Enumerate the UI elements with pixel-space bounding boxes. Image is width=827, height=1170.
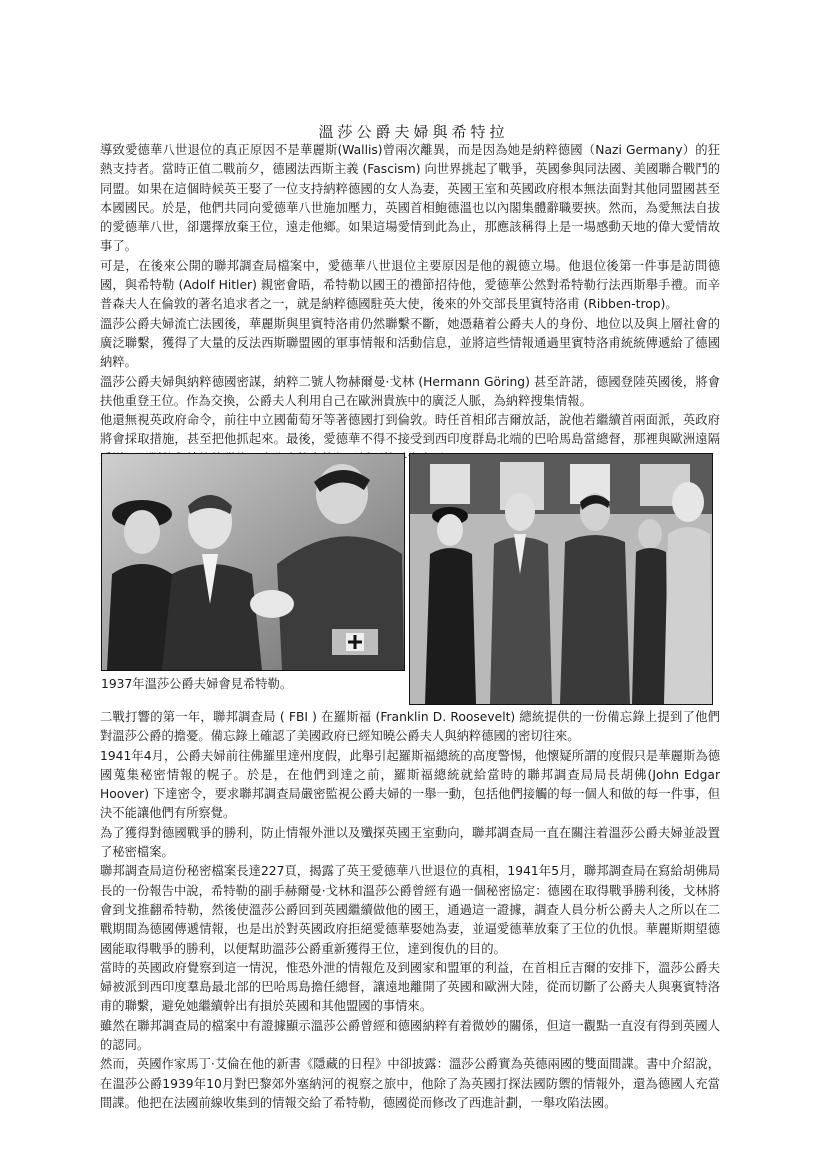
paragraph: 溫莎公爵夫婦流亡法國後，華麗斯與里賓特洛甫仍然聯繫不斷，她憑藉着公爵夫人的身份、地位以及與上層社會的廣泛聯繫，獲得了大量的反法西斯聯盟國的軍事情報和活動信息，並將這些情報通過里賓特洛甫統統傳遞給了德國納粹。 (100, 316, 720, 370)
paragraph: 雖然在聯邦調查局的檔案中有證據顯示溫莎公爵曾經和德國納粹有着微妙的關係，但這一觀點一直沒有得到英國人的認同。 (100, 1018, 720, 1053)
paragraph: 他還無視英政府命令，前往中立國葡萄牙等著德國打到倫敦。時任首相邱吉爾放話，說他若繼續首兩面派，英政府將會採取措施，甚至把他抓起來。最後，愛德華不得不接受到西印度群島北端的巴哈馬島當總督，那裡與歐洲遠隔 千古 (100, 413, 720, 466)
photo-group-image (410, 454, 712, 704)
paragraph: 可是，在後來公開的聯邦調查局檔案中，愛德華八世退位主要原因是他的親德立場。他退位後第一件事是訪問德國，與希特勒 (Adolf Hitler) 親密會晤，希特勒以國王的禮節招待他，愛德華公然對希特勒行法西斯舉手禮。而辛普森夫人在倫敦的著名追求者之一，就是納粹德國駐英大使，後來的外交部長里賓特洛甫 (Ribben-trop)。 (100, 258, 720, 312)
paragraph: 當時的英國政府覺察到這一情況，惟恐外泄的情報危及到國家和盟軍的利益，在首相丘吉爾的安排下，溫莎公爵夫婦被派到西印度羣島最北部的巴哈馬島擔任總督，讓遠地離開了英國和歐洲大陸，從而切斷了公爵夫人與裏賓特洛甫的聯繫，避免她繼續幹出有損於英國和其他盟國的事情來。 (100, 960, 720, 1014)
paragraph: 導致愛德華八世退位的真正原因不是華麗斯(Wallis)曾兩次離異，而是因為她是納粹德國（Nazi Germany）的狂熱支持者。當時正值二戰前夕，德國法西斯主義 (Fascism) 向世界挑起了戰爭，英國參與同法國、美國聯合戰鬥的同盟。如果在這個時候英王娶了一位支持納粹德國的女人為妻，英國王室和英國政府根本無法面對其他同盟國甚至本國國民。於是，他們共同向愛德華八世施加壓力，英國首相鮑德溫也以內閣集體辭職要挾。然而，為愛無法自拔的愛德華八世，卻選擇放棄王位，遠走他鄉。如果這場愛情到此為止，那應該稱得上是一場感動天地的偉大愛情故事了。 (100, 143, 720, 254)
paragraph: 溫莎公爵夫婦與納粹德國密謀，納粹二號人物赫爾曼·戈林 (Hermann Göring) 甚至許諾，德國登陸英國後，將會扶他重登王位。作為交換，公爵夫人利用自己在歐洲貴族中的廣泛人脈，為納粹搜集情報。 (100, 374, 720, 408)
photo-caption: 1937年溫莎公爵夫婦會見希特勒。 (101, 677, 293, 691)
paragraph: 1941年4月，公爵夫婦前往佛羅里達州度假，此舉引起羅斯福總統的高度警惕，他懷疑所謂的度假只是華麗斯為德國蒐集秘密情報的幌子。於是，在他們到達之前，羅斯福總統就給當時的聯邦調查局局長胡佛(John Edgar Hoover) 下達密令，要求聯邦調查局嚴密監視公爵夫婦的一舉一動，包括他們接觸的每一個人和做的每一件事，但決不能讓他們有所察覺。 (100, 748, 720, 821)
photo-group (409, 453, 713, 705)
article-title: 溫莎公爵夫婦與希特拉 (318, 123, 509, 141)
photo-handshake-image (102, 454, 404, 670)
article-body-bottom (100, 708, 720, 1113)
paragraph: 然而，英國作家馬丁·艾倫在他的新書《隱藏的日程》中卻披露：溫莎公爵實為英德兩國的雙面間諜。書中介紹說，在溫莎公爵1939年10月對巴黎郊外塞納河的視察之旅中，他除了為英國打探法國防禦的情報外，還為德國人充當間諜。他把在法國前線收集到的情報交給了希特勒，德國從而修改了西進計劃，一舉攻陷法國。 (100, 1057, 720, 1110)
paragraph: 聯邦調查局這份秘密檔案長達227頁，揭露了英王愛德華八世退位的真相，1941年5月，聯邦調查局在寫給胡佛局長的一份報告中說，希特勒的副手赫爾曼·戈林和溫莎公爵曾經有過一個秘密協定：德國在取得戰爭勝利後，戈林將會到戈推翻希特勒，然後使溫莎公爵回到英國繼續做他的國王，通過這一證據，調查人員分析公爵夫人之所以在二戰期間為德國傳遞情報，也是出於對英國政府拒絕愛德華娶她為妻，並逼愛德華放棄了王位的仇恨。華麗斯期望德國能取得戰爭的勝利，以便幫助溫莎公爵重新獲得王位，達到復仇的目的。 (100, 864, 720, 956)
paragraph: 二戰打響的第一年，聯邦調查局 ( FBI ) 在羅斯福 (Franklin D. Roosevelt) 總統提供的一份備忘錄上提到了他們對溫莎公爵的擔憂。備忘錄上確認了美國政府已經知曉公爵夫人與納粹德國的密切往來。 (100, 710, 720, 744)
article-body-top (100, 141, 720, 469)
photo-handshake (101, 453, 405, 671)
paragraph: 為了獲得對德國戰爭的勝利，防止情報外泄以及殲探英國王室動向，聯邦調查局一直在關注着溫莎公爵夫婦並設置了秘密檔案。 (100, 825, 720, 860)
